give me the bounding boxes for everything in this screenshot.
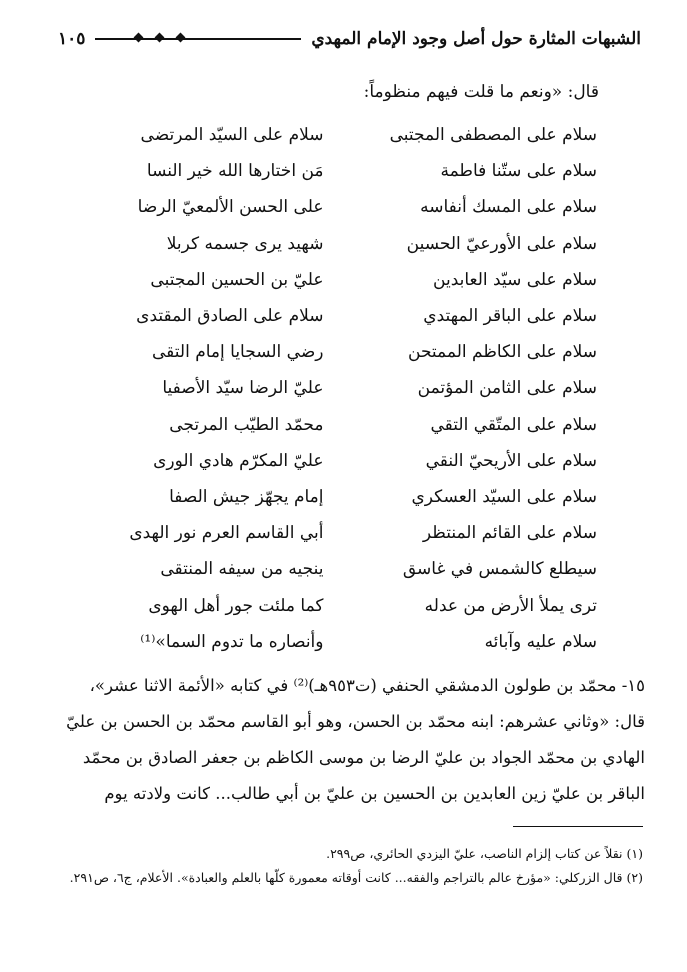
text-line: الهادي بن محمّد الجواد بن عليّ الرضا بن موسى الكاظم بن جعفر الصادق بن محمّد: [82, 748, 645, 767]
verse-first-hemistich: سلام على المسك أنفاسه: [420, 197, 597, 218]
verse: [50, 551, 607, 587]
poem-intro: قال: «ونعم ما قلت فيهم منظوماً:: [363, 82, 599, 102]
verse-second-hemistich: سلام على السيّد المرتضى: [140, 125, 324, 146]
verse-second-hemistich: أبي القاسم العرم نور الهدى: [129, 523, 324, 544]
header-rule: [95, 38, 301, 40]
footnote: (٢) قال الزركلي: «مؤرخ عالم بالتراجم والفقه... كانت أوقاته معمورة كلّها بالعلم والعبادة». الأعلام، ج٦، ص٢٩١.: [69, 870, 643, 885]
verse-second-hemistich: إمام يجهّز جيش الصفا: [169, 486, 324, 507]
verse-first-hemistich: سلام على الكاظم الممتحن: [408, 342, 597, 363]
text-line: ١٥- محمّد بن طولون الدمشقي الحنفي (ت٩٥٣هـ)⁽²⁾ في كتابه «الأئمة الاثنا عشر»،: [89, 676, 645, 695]
verse-second-hemistich: محمّد الطيّب المرتجى: [169, 414, 324, 435]
verse-first-hemistich: سلام على الأورعيّ الحسين: [406, 233, 597, 254]
text-line: الباقر بن عليّ زين العابدين بن الحسين بن عليّ بن أبي طالب... كانت ولادته يوم: [104, 784, 645, 803]
verse: [50, 443, 607, 479]
verse: [50, 479, 607, 515]
verse-first-hemistich: سلام على الأريحيّ النقي: [425, 450, 597, 471]
running-header: [58, 26, 641, 52]
verse-second-hemistich: عليّ بن الحسين المجتبى: [150, 269, 324, 290]
verse-first-hemistich: سلام على المصطفى المجتبى: [389, 125, 597, 146]
header-ornament: [135, 34, 184, 41]
page-number: ١٠٥: [58, 29, 86, 49]
verse-first-hemistich: سلام على السيّد العسكري: [411, 486, 597, 507]
text-line: قال: «وثاني عشرهم: ابنه محمّد بن الحسن، وهو أبو القاسم محمّد بن الحسن بن عليّ: [66, 712, 645, 731]
verse-second-hemistich: سلام على الصادق المقتدى: [136, 306, 324, 327]
verse-first-hemistich: سلام على الباقر المهتدي: [423, 306, 597, 327]
verse-first-hemistich: سلام على الثامن المؤتمن: [417, 378, 597, 399]
verse: [50, 587, 607, 623]
verse-second-hemistich: ينجيه من سيفه المنتقى: [160, 559, 324, 580]
verse-first-hemistich: سلام على ستّنا فاطمة: [440, 161, 597, 182]
verse-first-hemistich: سيطلع كالشمس في غاسق: [402, 559, 597, 580]
verse-second-hemistich: وأنصاره ما تدوم السما»⁽¹⁾: [140, 631, 324, 652]
verse-first-hemistich: ترى يملأ الأرض من عدله: [424, 595, 597, 616]
header-title: الشبهات المثارة حول أصل وجود الإمام المهدي: [311, 29, 641, 49]
verse-second-hemistich: على الحسن الألمعيّ الرضا: [137, 197, 324, 218]
verse-first-hemistich: سلام عليه وآبائه: [484, 631, 597, 652]
verse: [50, 189, 607, 225]
verse: [50, 624, 607, 660]
verse: [50, 117, 607, 153]
verse: [50, 515, 607, 551]
verse-first-hemistich: سلام على سيّد العابدين: [433, 269, 597, 290]
footnote: (١) نقلاً عن كتاب إلزام الناصب، عليّ اليزدي الحائري، ص٢٩٩.: [326, 846, 643, 861]
verse-second-hemistich: عليّ المكرّم هادي الورى: [153, 450, 324, 471]
verse-first-hemistich: سلام على القائم المنتظر: [422, 523, 597, 544]
verse-first-hemistich: سلام على المتّقي التقي: [430, 414, 597, 435]
verse: [50, 334, 607, 370]
verse-second-hemistich: كما ملئت جور أهل الهوى: [148, 595, 324, 616]
verse: [50, 370, 607, 406]
footnote-separator: [513, 826, 643, 827]
poem: [50, 117, 607, 660]
verse-second-hemistich: عليّ الرضا سيّد الأصفيا: [162, 378, 324, 399]
verse-second-hemistich: مَن اختارها الله خير النسا: [146, 161, 324, 182]
footnotes: [58, 842, 643, 890]
body-text: [58, 668, 645, 812]
verse-second-hemistich: رضي السجايا إمام التقى: [152, 342, 324, 363]
verse: [50, 298, 607, 334]
verse: [50, 262, 607, 298]
verse: [50, 407, 607, 443]
verse-second-hemistich: شهيد يرى جسمه كربلا: [166, 233, 324, 254]
verse: [50, 226, 607, 262]
verse: [50, 153, 607, 189]
